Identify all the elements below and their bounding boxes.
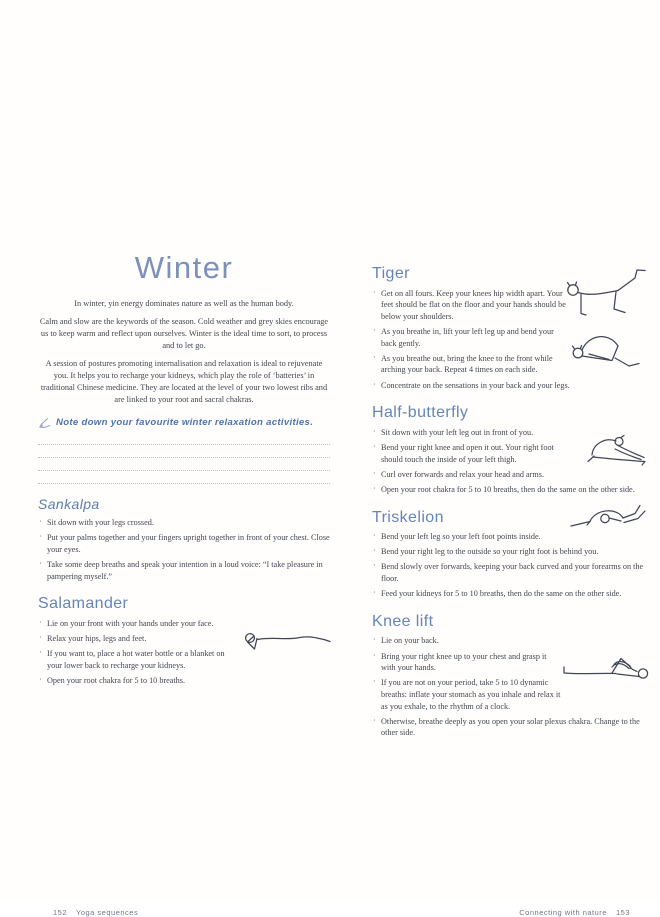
right-page — [372, 252, 645, 917]
instruction-list — [38, 517, 330, 582]
tiger-pose-drawing-1 — [563, 267, 651, 321]
instruction-item: · Concentrate on the sensations in your back and your legs. — [372, 380, 645, 392]
instruction-item: · Lie on your front with your hands under your face. — [38, 618, 232, 630]
instruction-item: · Sit down with your left leg out in front of you. — [372, 427, 575, 439]
section-half-butterfly — [372, 404, 645, 495]
section-heading-triskelion: Triskelion — [372, 508, 444, 526]
left-page — [38, 250, 330, 917]
instruction-item: · Put your palms together and your fingers upright together in front of your chest. Close your eyes. — [38, 532, 330, 555]
instruction-item: · Lie on your back. — [372, 635, 563, 647]
section-heading-tiger: Tiger — [372, 265, 410, 282]
triskelion-pose-drawing — [567, 501, 649, 537]
writing-hand-icon — [38, 417, 51, 428]
left-page-footer — [53, 908, 147, 917]
section-sankalpa — [38, 497, 330, 583]
footer-label: Yoga sequences — [76, 908, 139, 917]
instruction-item: · Curl over forwards and relax your head and arms. — [372, 469, 645, 481]
note-writing-line — [38, 471, 330, 484]
note-prompt — [38, 417, 330, 428]
instruction-item: · Bend your left leg so your left foot points inside. — [372, 531, 645, 543]
instruction-item: · Bend slowly over forwards, keeping your back curved and your forearms on the floor. — [372, 561, 645, 584]
page-number: 152 — [53, 908, 68, 917]
instruction-item: · Get on all fours. Keep your knees hip width apart. Your feet should be flat on the floor and your hands should be below your shoulders. — [372, 288, 567, 323]
intro-paragraph: Calm and slow are the keywords of the season. Cold weather and grey skies encourage us to keep warm and reflect upon ourselves. Winter is the ideal time to sort, to process and to let go. — [39, 316, 329, 350]
instruction-item: · Feed your kidneys for 5 to 10 breaths, then do the same on the other side. — [372, 588, 645, 600]
instruction-item: · Bend your right leg to the outside so your right foot is behind you. — [372, 546, 645, 558]
section-knee-lift — [372, 613, 645, 739]
instruction-item: · Relax your hips, legs and feet. — [38, 633, 232, 645]
knee-lift-pose-drawing — [559, 643, 653, 685]
page-number: 153 — [615, 908, 630, 917]
instruction-item: · Sit down with your legs crossed. — [38, 517, 330, 529]
section-triskelion — [372, 509, 645, 600]
section-heading-half-butterfly: Half-butterfly — [372, 404, 469, 422]
right-page-footer — [510, 908, 630, 917]
footer-label: Connecting with nature — [519, 908, 607, 917]
chapter-intro — [38, 298, 330, 406]
instruction-item: · Take some deep breaths and speak your intention in a loud voice: “I take pleasure in pampering myself.” — [38, 559, 330, 582]
section-heading-sankalpa: Sankalpa — [38, 495, 100, 512]
instruction-list — [372, 531, 645, 600]
section-tiger — [372, 265, 645, 391]
note-writing-line — [38, 445, 330, 458]
instruction-item: · Otherwise, breathe deeply as you open your solar plexus chakra. Change to the other side. — [372, 716, 645, 739]
salamander-pose-drawing — [242, 625, 334, 657]
instruction-item: · Open your root chakra for 5 to 10 breaths, then do the same on the other side. — [372, 484, 645, 496]
instruction-item: · As you breathe out, bring the knee to the front while arching your back. Repeat 4 times on each side. — [372, 353, 567, 376]
section-heading-knee-lift: Knee lift — [372, 612, 434, 630]
section-heading-salamander: Salamander — [38, 595, 129, 613]
note-writing-line — [38, 432, 330, 445]
intro-paragraph: A session of postures promoting internalisation and relaxation is ideal to rejuvenate you. It helps you to recharge your kidneys, which play the role of ‘batteries’ in traditional Chinese medicine. They are located at the level of your two lowest ribs and are linked to your root and sacral chakras. — [40, 358, 328, 404]
instruction-item: · Bring your right knee up to your chest and grasp it with your hands. — [372, 651, 563, 674]
section-salamander — [38, 595, 330, 686]
instruction-item: · If you want to, place a hot water bottle or a blanket on your lower back to recharge your kidneys. — [38, 648, 232, 671]
note-writing-line — [38, 458, 330, 471]
intro-paragraph: In winter, yin energy dominates nature as well as the human body. — [74, 298, 294, 308]
note-writing-lines — [38, 432, 330, 484]
note-prompt-text: Note down your favourite winter relaxation activities. — [56, 416, 314, 428]
instruction-item: · Bend your right knee and open it out. Your right foot should touch the inside of your left thigh. — [372, 442, 575, 465]
half-butterfly-pose-drawing — [583, 426, 651, 466]
tiger-pose-drawing-2 — [569, 327, 647, 377]
instruction-item: · As you breathe in, lift your left leg up and bend your back gently. — [372, 326, 567, 349]
instruction-item: · If you are not on your period, take 5 to 10 dynamic breaths: inflate your stomach as you inhale and relax it as you exhale, to the rhythm of a clock. — [372, 677, 563, 712]
instruction-item: · Open your root chakra for 5 to 10 breaths. — [38, 675, 252, 687]
chapter-title: Winter — [134, 250, 234, 285]
